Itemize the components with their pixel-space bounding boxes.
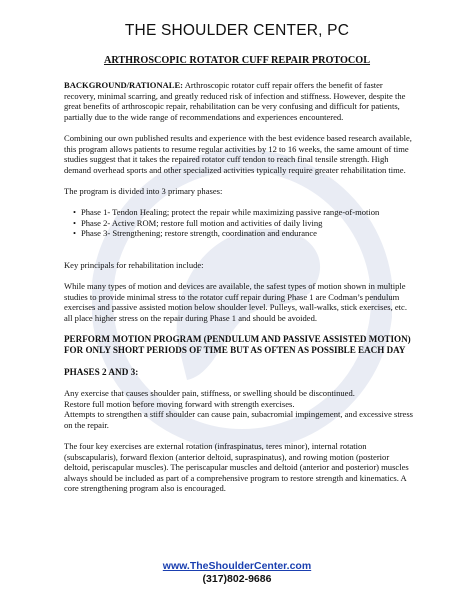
phone-number: (317)802-9686	[202, 572, 272, 585]
phase23-guidelines	[64, 388, 416, 430]
background-label: BACKGROUND/RATIONALE:	[64, 80, 184, 90]
website-link[interactable]: www.TheShoulderCenter.com	[162, 560, 312, 572]
background-paragraph	[64, 80, 416, 122]
phase-item: • Phase 1- Tendon Healing; protect the repair while maximizing passive range-of-motion	[73, 207, 416, 218]
key-exercises-paragraph: The four key exercises are external rotation (infraspinatus, teres minor), internal rotation (subscapularis), forward flexion (anterior deltoid, supraspinatus), and rowing motion (posterior deltoid, periscapular muscles). The periscapular muscles and deltoid (anterior and posterior) muscles always should be included as part of a comprehensive program to restore strength and kinematics. A core strengthening program also is encouraged.	[64, 441, 409, 494]
phases-intro: The program is divided into 3 primary phases:	[64, 185, 223, 196]
key-principles-heading: Key principals for rehabilitation include:	[64, 260, 204, 271]
guideline-line: Any exercise that causes shoulder pain, stiffness, or swelling should be discontinued.	[64, 388, 355, 399]
phases-list	[64, 207, 416, 239]
results-paragraph: Combining our own published results and experience with the best evidence based research available, this program allows patients to resume regular activities by 12 to 16 weeks, the same amount of time studies suggest that it takes the repaired rotator cuff tendon to reach final tensile strength. High demand overhead sports and other specialized activities typically require greater rehabilitation time.	[64, 132, 412, 175]
guideline-line: Restore full motion before moving forward with strength exercises.	[64, 398, 295, 409]
phase-item: • Phase 3- Strengthening; restore strength, coordination and endurance	[73, 228, 416, 239]
background-text: Arthroscopic rotator cuff repair offers the benefit of faster recovery, minimal scarring, and greatly reduced risk of infection and stiffness. However, despite the great benefits of arthroscopic repair, rehabilitation can be very confusing and difficult for patients, partially due to the wide range of recommendations and experiences encountered.	[64, 80, 406, 122]
guideline-line: Attempts to strengthen a stiff shoulder can cause pain, subacromial impingement, and excessive stress on the repair.	[64, 409, 413, 430]
perform-motion-heading: PERFORM MOTION PROGRAM (PENDULUM AND PASSIVE ASSISTED MOTION) FOR ONLY SHORT PERIODS OF TIME BUT AS OFTEN AS POSSIBLE EACH DAY	[64, 334, 411, 356]
phases-2-3-heading: PHASES 2 AND 3:	[64, 366, 139, 377]
document-body	[64, 80, 416, 505]
motion-paragraph: While many types of motion and devices are available, the safest types of motion shown in multiple studies to provide minimal stress to the rotator cuff repair during Phase 1 are Codman’s pendulum exercises and passive assisted motion below shoulder level. Pulleys, wall-walks, stick exercises, etc. all place higher stress on the repair during Phase 1 and should be avoided.	[64, 281, 407, 324]
footer	[0, 560, 474, 585]
protocol-title: ARTHROSCOPIC ROTATOR CUFF REPAIR PROTOCOL	[103, 55, 371, 66]
org-header: THE SHOULDER CENTER, PC	[124, 22, 350, 39]
phase-item: • Phase 2- Active ROM; restore full motion and activities of daily living	[73, 218, 416, 229]
